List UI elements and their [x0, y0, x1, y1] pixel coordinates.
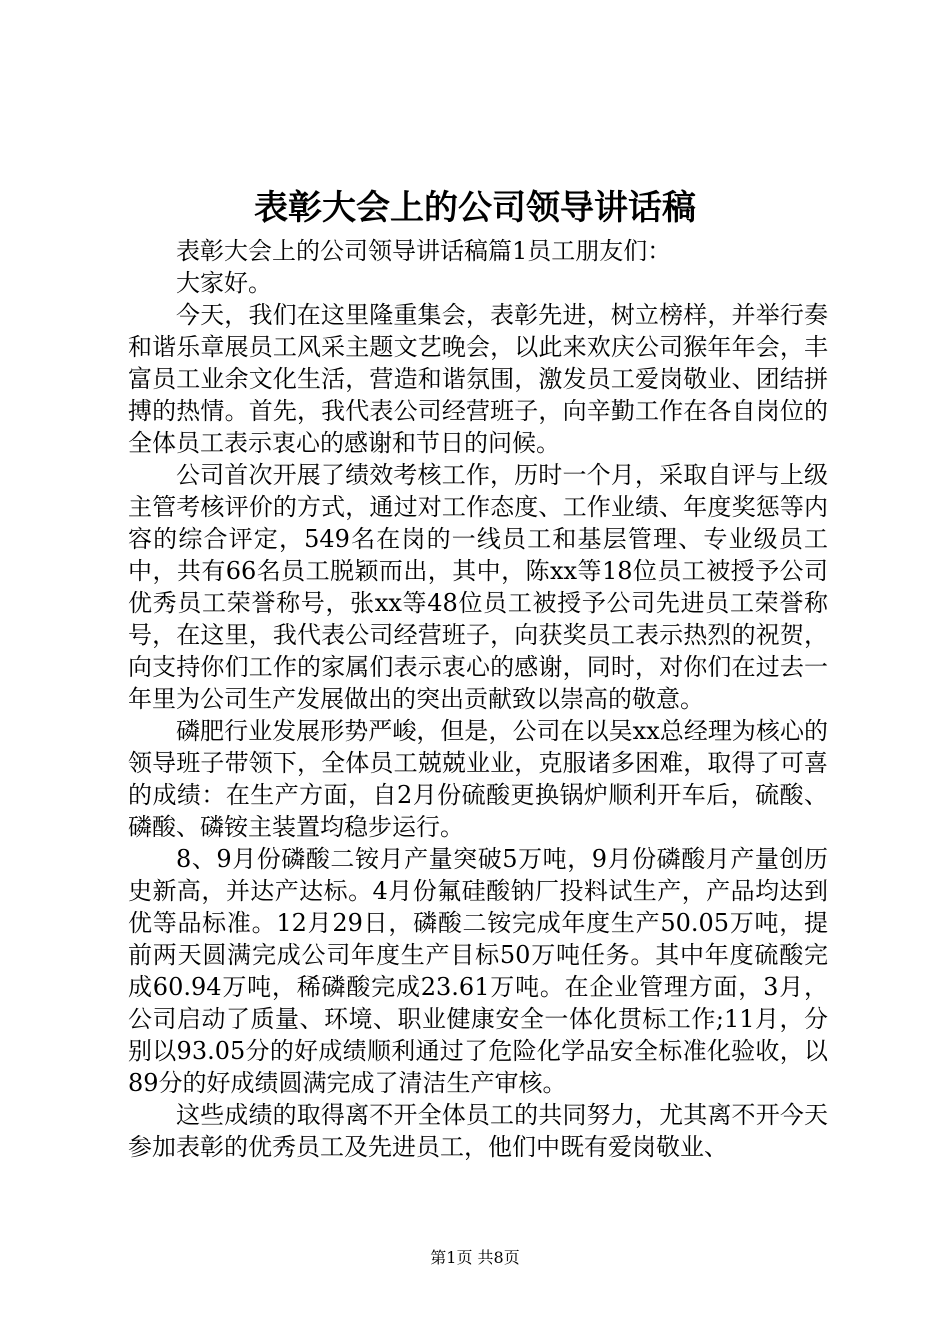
paragraph: 今天，我们在这里隆重集会，表彰先进，树立榜样，并举行奏和谐乐章展员工风采主题文艺晚会，以此来欢庆公司猴年年会，丰富员工业余文化生活，营造和谐氛围，激发员工爱岗敬业、团结拼搏的热情。首先，我代表公司经营班子，向辛勤工作在各自岗位的全体员工表示衷心的感谢和节日的问候。 [128, 301, 828, 457]
paragraph: 大家好。 [176, 269, 272, 297]
document-title: 表彰大会上的公司领导讲话稿 [254, 188, 696, 228]
paragraph: 8、9月份磷酸二铵月产量突破5万吨，9月份磷酸月产量创历史新高，并达产达标。4月份氟硅酸钠厂投料试生产，产品均达到优等品标准。12月29日，磷酸二铵完成年度生产50.05万吨，提前两天圆满完成公司年度生产目标50万吨任务。其中年度硫酸完成60.94万吨，稀磷酸完成23.61万吨。在企业管理方面，3月，公司启动了质量、环境、职业健康安全一体化贯标工作;11月，分别以93.05分的好成绩顺利通过了危险化学品安全标准化验收，以89分的好成绩圆满完成了清洁生产审核。 [128, 845, 828, 1097]
paragraph: 这些成绩的取得离不开全体员工的共同努力，尤其离不开今天参加表彰的优秀员工及先进员工，他们中既有爱岗敬业、 [128, 1101, 828, 1161]
paragraph: 磷肥行业发展形势严峻，但是，公司在以吴xx总经理为核心的领导班子带领下，全体员工兢兢业业，克服诸多困难，取得了可喜的成绩：在生产方面，自2月份硫酸更换锅炉顺利开车后，硫酸、磷酸、磷铵主装置均稳步运行。 [128, 717, 828, 841]
paragraph: 公司首次开展了绩效考核工作，历时一个月，采取自评与上级主管考核评价的方式，通过对工作态度、工作业绩、年度奖惩等内容的综合评定，549名在岗的一线员工和基层管理、专业级员工中，共有66名员工脱颖而出，其中，陈xx等18位员工被授予公司优秀员工荣誉称号，张xx等48位员工被授予公司先进员工荣誉称号，在这里，我代表公司经营班子，向获奖员工表示热烈的祝贺，向支持你们工作的家属们表示衷心的感谢，同时，对你们在过去一年里为公司生产发展做出的突出贡献致以崇高的敬意。 [128, 461, 828, 713]
document-body [128, 235, 828, 1163]
paragraph: 表彰大会上的公司领导讲话稿篇1员工朋友们： [176, 237, 672, 265]
page-number: 第1页 共8页 [430, 1248, 520, 1267]
